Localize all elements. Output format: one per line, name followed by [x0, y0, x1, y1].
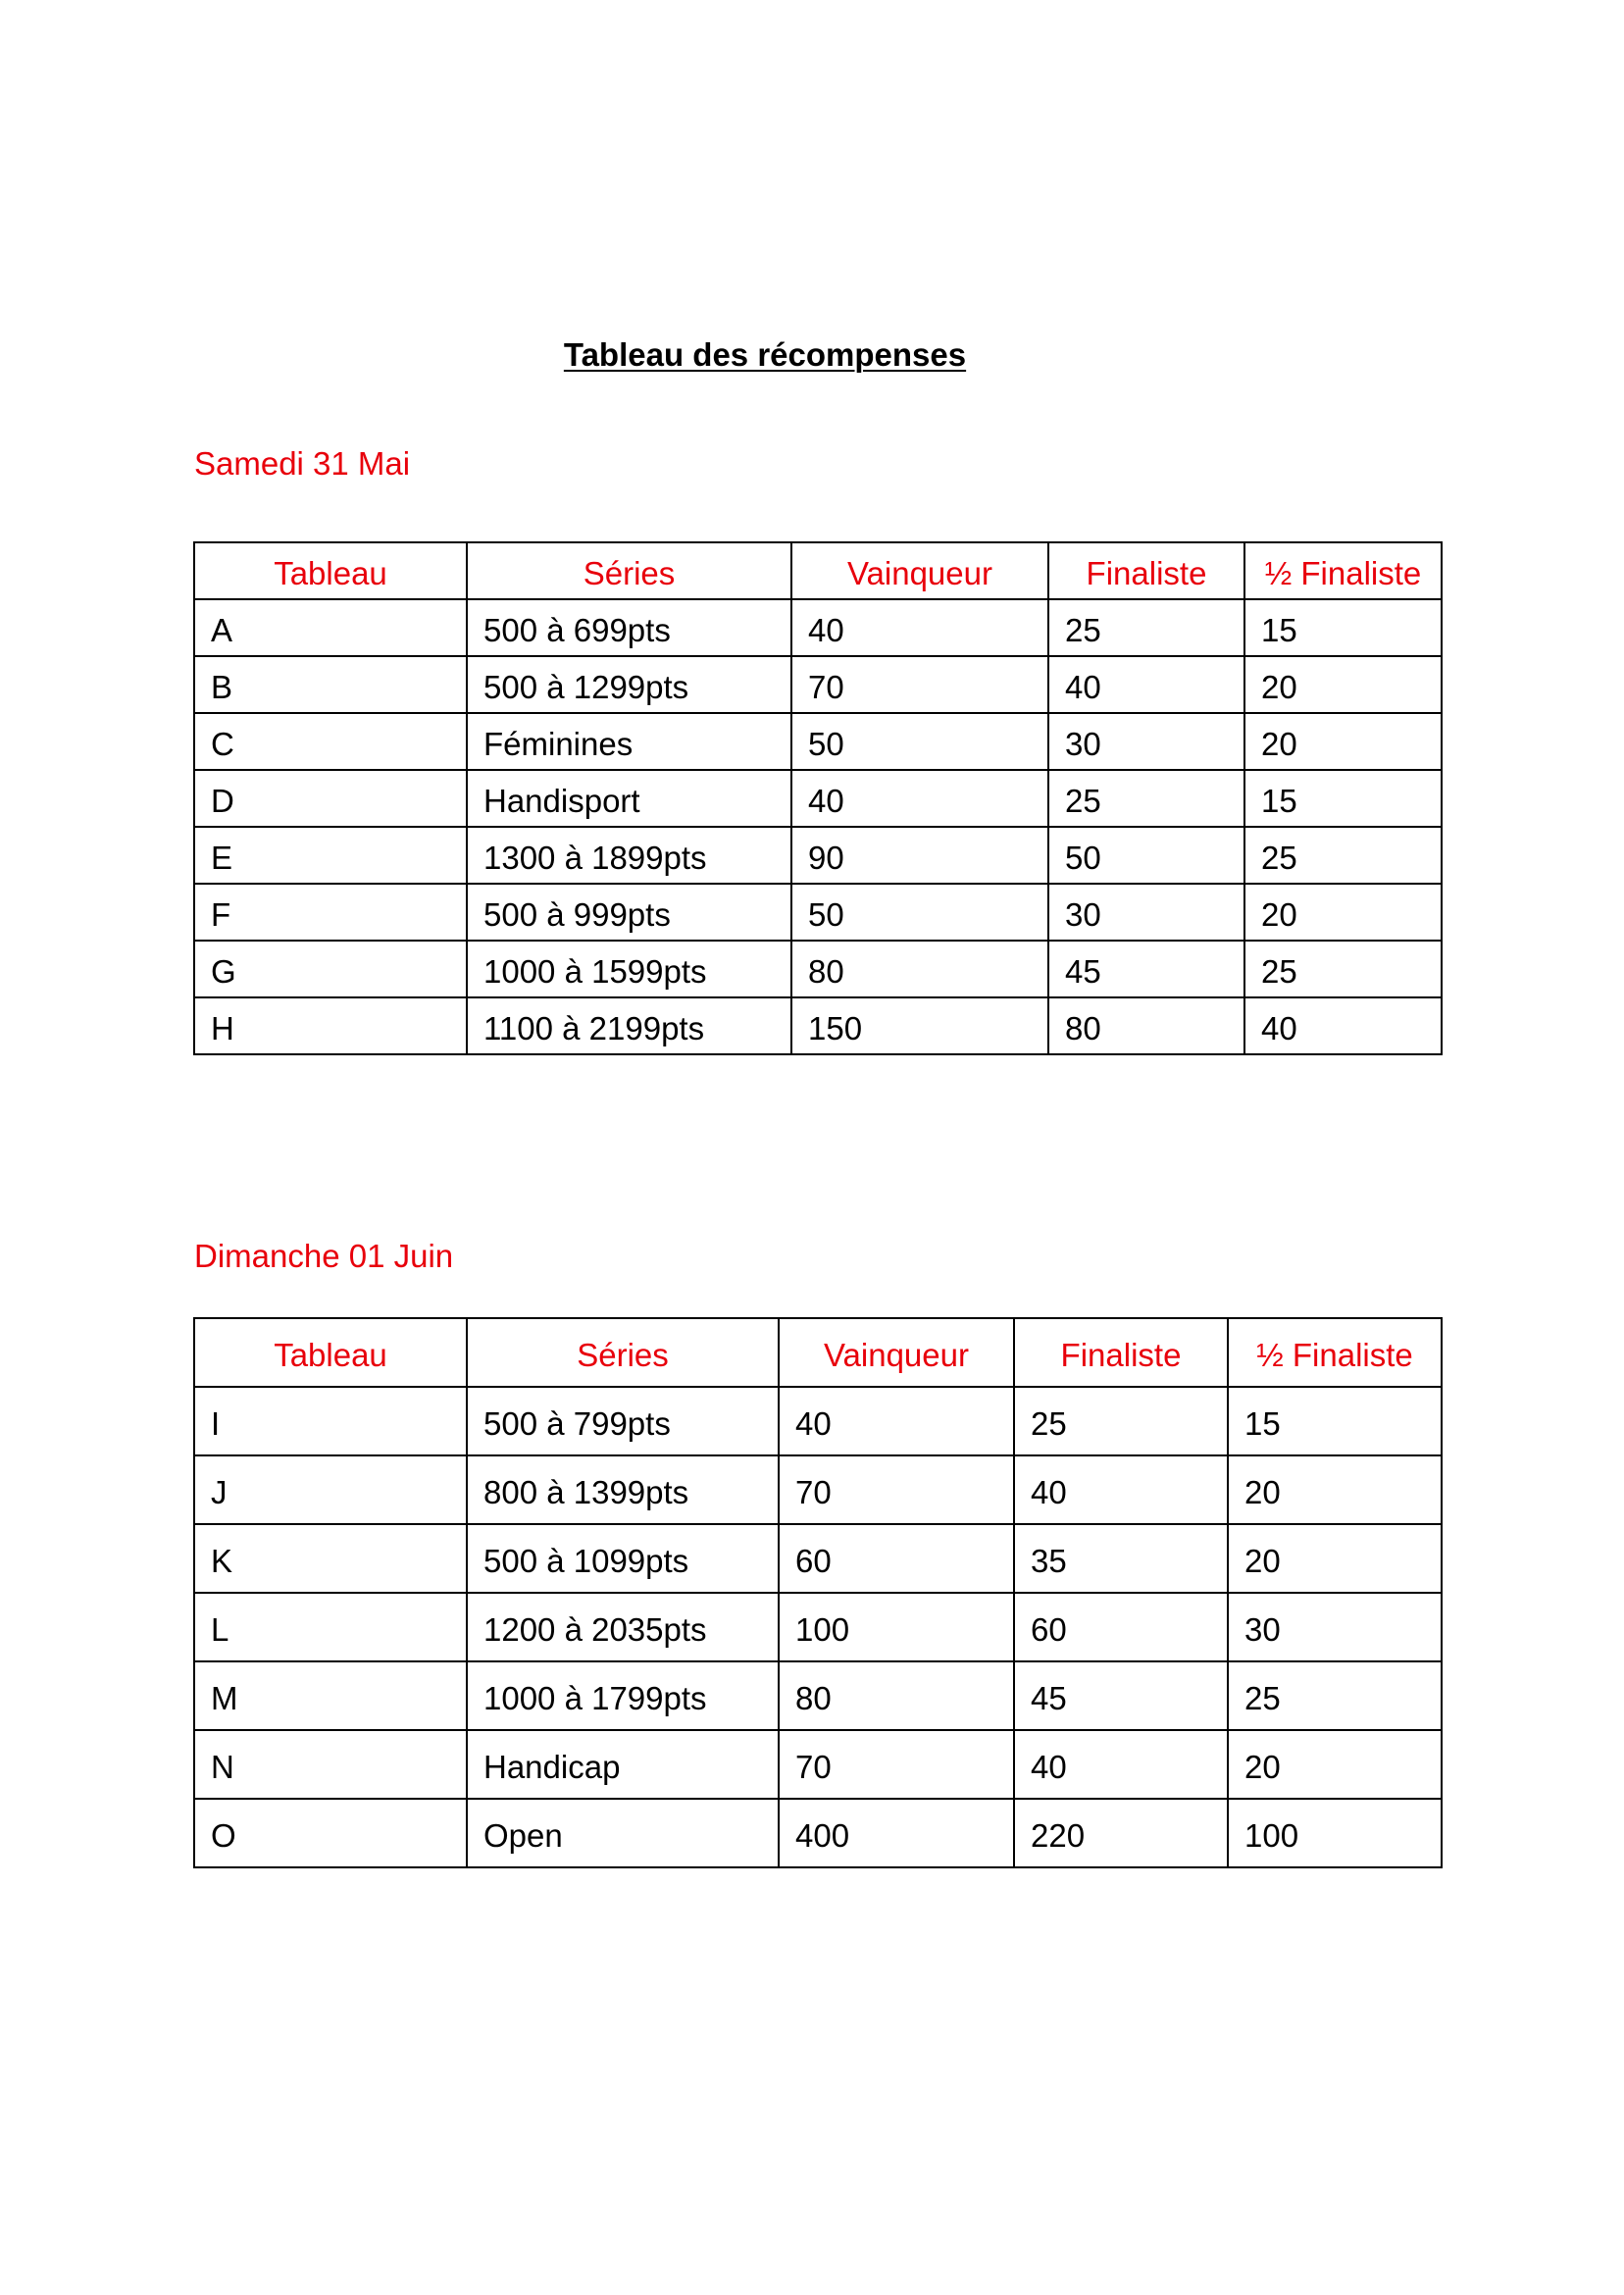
table-row — [194, 884, 1442, 941]
cell-tableau: B — [194, 656, 467, 713]
table-row — [194, 1387, 1442, 1455]
cell-vainqueur: 60 — [779, 1524, 1014, 1593]
cell-finaliste: 80 — [1048, 997, 1244, 1054]
table-row — [194, 656, 1442, 713]
document-title: Tableau des récompenses — [563, 336, 967, 373]
cell-vainqueur: 40 — [779, 1387, 1014, 1455]
cell-demi-finaliste: 100 — [1228, 1799, 1442, 1867]
table-row — [194, 1730, 1442, 1799]
cell-series: Open — [467, 1799, 779, 1867]
table-row — [194, 1455, 1442, 1524]
table-header-row — [194, 1318, 1442, 1387]
cell-demi-finaliste: 20 — [1228, 1455, 1442, 1524]
cell-demi-finaliste: 20 — [1228, 1730, 1442, 1799]
column-header-tableau: Tableau — [194, 1318, 467, 1387]
cell-tableau: I — [194, 1387, 467, 1455]
cell-finaliste: 35 — [1014, 1524, 1228, 1593]
cell-vainqueur: 90 — [791, 827, 1048, 884]
cell-vainqueur: 50 — [791, 713, 1048, 770]
table-row — [194, 827, 1442, 884]
column-header-series: Séries — [467, 542, 791, 599]
cell-demi-finaliste: 40 — [1244, 997, 1442, 1054]
cell-tableau: E — [194, 827, 467, 884]
cell-finaliste: 50 — [1048, 827, 1244, 884]
cell-tableau: L — [194, 1593, 467, 1661]
table-row — [194, 1799, 1442, 1867]
cell-demi-finaliste: 20 — [1244, 656, 1442, 713]
table-row — [194, 941, 1442, 997]
cell-tableau: J — [194, 1455, 467, 1524]
cell-tableau: C — [194, 713, 467, 770]
cell-tableau: K — [194, 1524, 467, 1593]
cell-finaliste: 30 — [1048, 884, 1244, 941]
cell-tableau: F — [194, 884, 467, 941]
cell-finaliste: 25 — [1048, 770, 1244, 827]
cell-finaliste: 40 — [1014, 1730, 1228, 1799]
cell-series: 1000 à 1599pts — [467, 941, 791, 997]
column-header-demi-finaliste: ½ Finaliste — [1228, 1318, 1442, 1387]
cell-vainqueur: 70 — [779, 1455, 1014, 1524]
cell-series: Handisport — [467, 770, 791, 827]
cell-series: 1100 à 2199pts — [467, 997, 791, 1054]
cell-finaliste: 25 — [1014, 1387, 1228, 1455]
cell-finaliste: 40 — [1048, 656, 1244, 713]
cell-series: Féminines — [467, 713, 791, 770]
cell-vainqueur: 70 — [791, 656, 1048, 713]
cell-demi-finaliste: 20 — [1244, 713, 1442, 770]
column-header-finaliste: Finaliste — [1048, 542, 1244, 599]
cell-series: 500 à 999pts — [467, 884, 791, 941]
table-row — [194, 713, 1442, 770]
saturday-prize-table — [193, 541, 1443, 1055]
cell-tableau: H — [194, 997, 467, 1054]
cell-series: 500 à 699pts — [467, 599, 791, 656]
cell-tableau: D — [194, 770, 467, 827]
table-row — [194, 1593, 1442, 1661]
cell-series: 800 à 1399pts — [467, 1455, 779, 1524]
cell-demi-finaliste: 15 — [1244, 770, 1442, 827]
table-row — [194, 1524, 1442, 1593]
cell-vainqueur: 40 — [791, 770, 1048, 827]
table-row — [194, 1661, 1442, 1730]
cell-vainqueur: 150 — [791, 997, 1048, 1054]
cell-finaliste: 30 — [1048, 713, 1244, 770]
cell-tableau: O — [194, 1799, 467, 1867]
table-row — [194, 599, 1442, 656]
cell-series: 500 à 799pts — [467, 1387, 779, 1455]
cell-demi-finaliste: 15 — [1228, 1387, 1442, 1455]
cell-demi-finaliste: 25 — [1244, 941, 1442, 997]
cell-vainqueur: 400 — [779, 1799, 1014, 1867]
cell-vainqueur: 40 — [791, 599, 1048, 656]
table-row — [194, 997, 1442, 1054]
cell-finaliste: 60 — [1014, 1593, 1228, 1661]
cell-vainqueur: 70 — [779, 1730, 1014, 1799]
cell-demi-finaliste: 15 — [1244, 599, 1442, 656]
cell-series: 500 à 1099pts — [467, 1524, 779, 1593]
cell-demi-finaliste: 20 — [1228, 1524, 1442, 1593]
column-header-demi-finaliste: ½ Finaliste — [1244, 542, 1442, 599]
table-row — [194, 770, 1442, 827]
cell-demi-finaliste: 25 — [1228, 1661, 1442, 1730]
cell-finaliste: 45 — [1048, 941, 1244, 997]
cell-series: 1300 à 1899pts — [467, 827, 791, 884]
cell-vainqueur: 100 — [779, 1593, 1014, 1661]
cell-demi-finaliste: 20 — [1244, 884, 1442, 941]
cell-vainqueur: 50 — [791, 884, 1048, 941]
cell-finaliste: 220 — [1014, 1799, 1228, 1867]
column-header-tableau: Tableau — [194, 542, 467, 599]
column-header-vainqueur: Vainqueur — [779, 1318, 1014, 1387]
cell-series: 1000 à 1799pts — [467, 1661, 779, 1730]
cell-tableau: G — [194, 941, 467, 997]
cell-finaliste: 45 — [1014, 1661, 1228, 1730]
sunday-heading: Dimanche 01 Juin — [194, 1238, 454, 1274]
cell-tableau: A — [194, 599, 467, 656]
column-header-series: Séries — [467, 1318, 779, 1387]
sunday-prize-table — [193, 1317, 1443, 1868]
cell-finaliste: 25 — [1048, 599, 1244, 656]
cell-vainqueur: 80 — [779, 1661, 1014, 1730]
table-header-row — [194, 542, 1442, 599]
cell-series: 1200 à 2035pts — [467, 1593, 779, 1661]
column-header-vainqueur: Vainqueur — [791, 542, 1048, 599]
cell-demi-finaliste: 30 — [1228, 1593, 1442, 1661]
cell-demi-finaliste: 25 — [1244, 827, 1442, 884]
cell-vainqueur: 80 — [791, 941, 1048, 997]
saturday-heading: Samedi 31 Mai — [194, 445, 411, 482]
cell-series: Handicap — [467, 1730, 779, 1799]
cell-series: 500 à 1299pts — [467, 656, 791, 713]
cell-tableau: M — [194, 1661, 467, 1730]
cell-finaliste: 40 — [1014, 1455, 1228, 1524]
cell-tableau: N — [194, 1730, 467, 1799]
column-header-finaliste: Finaliste — [1014, 1318, 1228, 1387]
